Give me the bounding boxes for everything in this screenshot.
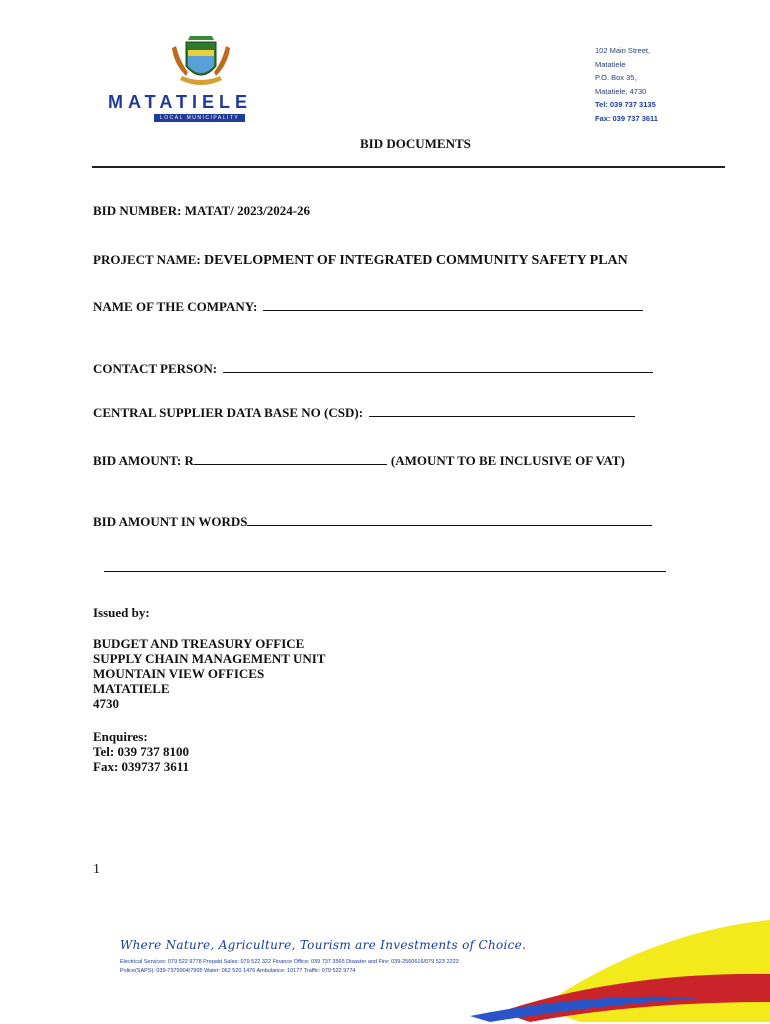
title-divider [92, 166, 725, 168]
page-number: 1 [93, 862, 100, 877]
issued-line-4: MATATIELE [93, 681, 170, 696]
enquires-block [93, 729, 189, 774]
footer-contacts-line-1: Electrical Services: 079 522 9778 Prepaid Sales: 079 522 322 Finance Office: 039 737 3565 Disaster and Fire: 039-2560616/079 523 2223 [120, 959, 459, 965]
issued-line-5: 4730 [93, 696, 119, 711]
csd-input-line[interactable] [369, 415, 635, 417]
address-line-1: 102 Main Street, [595, 46, 651, 55]
header-fax: Fax: 039 737 3611 [595, 113, 658, 123]
bid-amount-vat-note: (AMOUNT TO BE INCLUSIVE OF VAT) [390, 453, 625, 468]
bid-amount-label: BID AMOUNT: R [93, 453, 194, 468]
header-tel: Tel: 039 737 3135 [595, 100, 656, 109]
footer-slogan: Where Nature, Agriculture, Tourism are Investments of Choice. [120, 938, 527, 952]
bid-amount-input-line[interactable] [194, 463, 387, 465]
enquires-label: Enquires: [93, 729, 148, 744]
footer-contacts-line-2: Police(SAPS): 039-7379904/7905 Water: 062 520 1476 Ambulance: 10177 Traffic: 079 522 9774 [120, 968, 356, 974]
enquires-fax: Fax: 039737 3611 [93, 759, 190, 774]
logo-name: MATATIELE [108, 92, 252, 112]
contact-person-label: CONTACT PERSON: [93, 361, 218, 376]
contact-person-input-line[interactable] [223, 371, 653, 373]
csd-label: CENTRAL SUPPLIER DATA BASE NO (CSD): [93, 405, 364, 420]
address-line-4: Matatiele, 4730 [595, 86, 647, 96]
footer-swoosh-icon [470, 912, 770, 1022]
bid-amount-row [93, 452, 625, 470]
enquires-tel: Tel: 039 737 8100 [93, 744, 189, 759]
issued-by-label: Issued by: [93, 605, 150, 620]
bid-amount-words-row [93, 513, 652, 531]
project-name-row [93, 251, 628, 269]
logo-subtitle: LOCAL MUNICIPALITY [154, 114, 245, 122]
project-name-label: PROJECT NAME: [93, 252, 204, 267]
project-name-value: DEVELOPMENT OF INTEGRATED COMMUNITY SAFETY PLAN [203, 253, 628, 268]
company-name-label: NAME OF THE COMPANY: [93, 299, 258, 314]
address-line-2: Matatiele [595, 59, 626, 69]
coat-of-arms-icon [166, 32, 236, 92]
issued-line-1: BUDGET AND TREASURY OFFICE [93, 636, 305, 651]
company-name-input-line[interactable] [263, 309, 643, 311]
municipal-logo [108, 32, 288, 124]
issued-line-2: SUPPLY CHAIN MANAGEMENT UNIT [93, 651, 326, 666]
bid-number: BID NUMBER: MATAT/ 2023/2024-26 [93, 203, 311, 218]
page-title: BID DOCUMENTS [360, 136, 471, 151]
bid-amount-words-input-line[interactable] [247, 524, 652, 526]
bid-amount-words-continuation-line[interactable] [104, 571, 666, 572]
address-block [595, 46, 745, 127]
address-line-3: P.O. Box 35, [595, 73, 637, 82]
issued-line-3: MOUNTAIN VIEW OFFICES [93, 666, 265, 681]
company-name-row [93, 298, 643, 316]
issued-by-block [93, 636, 325, 711]
csd-row [93, 404, 635, 422]
contact-person-row [93, 360, 653, 378]
bid-amount-words-label: BID AMOUNT IN WORDS [93, 514, 248, 529]
